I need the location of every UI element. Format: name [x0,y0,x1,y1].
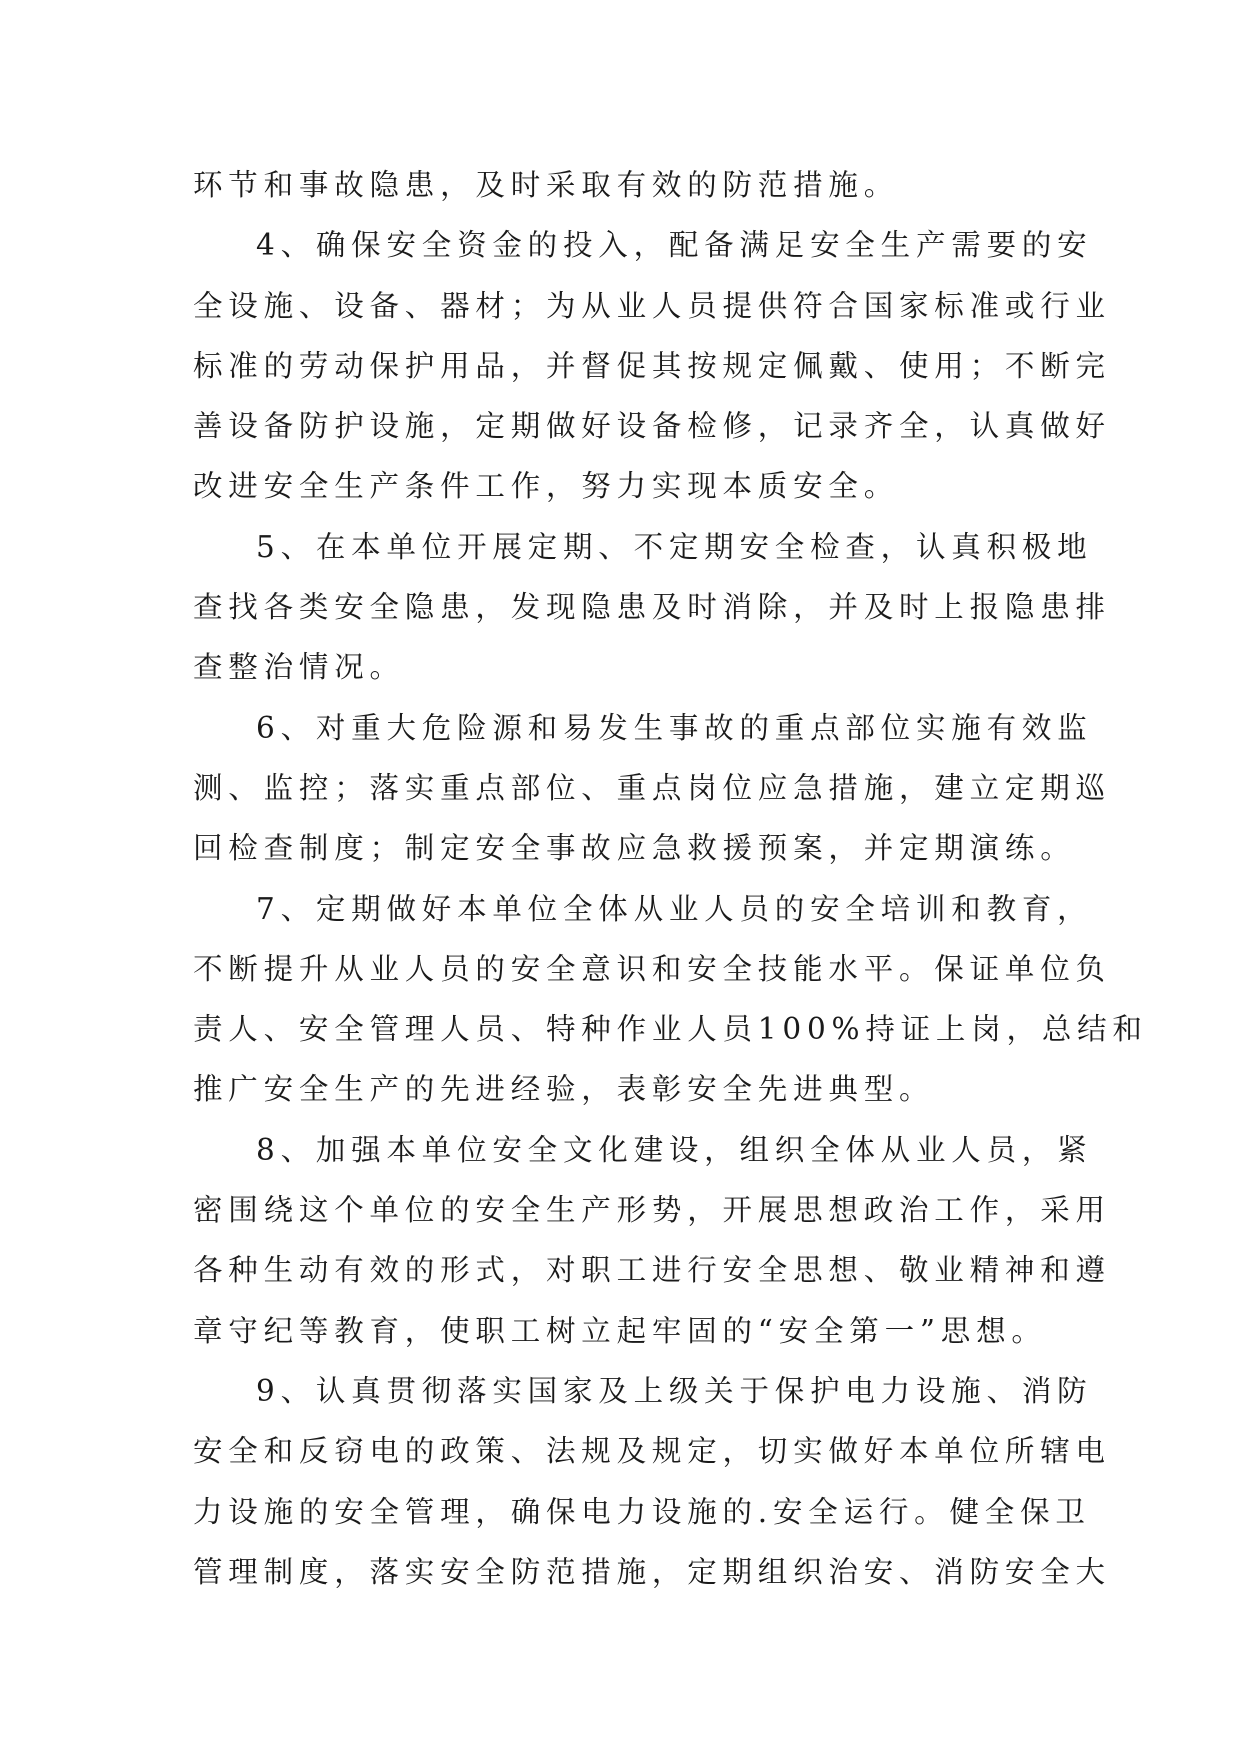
text-line: 标准的劳动保护用品，并督促其按规定佩戴、使用；不断完 [193,348,1111,383]
text-line: 安全和反窃电的政策、法规及规定，切实做好本单位所辖电 [193,1434,1111,1469]
text-line: 不断提升从业人员的安全意识和安全技能水平。保证单位负 [193,951,1111,986]
paragraph-first-line: 7、定期做好本单位全体从业人员的安全培训和教育， [256,891,1093,926]
paragraph-first-line: 8、加强本单位安全文化建设，组织全体从业人员，紧 [256,1132,1093,1167]
paragraph-first-line: 6、对重大危险源和易发生事故的重点部位实施有效监 [256,710,1093,745]
text-line: 密围绕这个单位的安全生产形势，开展思想政治工作，采用 [193,1193,1111,1228]
text-line: 各种生动有效的形式，对职工进行安全思想、敬业精神和遵 [193,1253,1111,1288]
paragraph-first-line: 5、在本单位开展定期、不定期安全检查，认真积极地 [256,529,1093,564]
paragraph-first-line: 4、确保安全资金的投入，配备满足安全生产需要的安 [256,228,1093,263]
text-line: 章守纪等教育，使职工树立起牢固的“安全第一”思想。 [193,1313,1047,1348]
text-line: 回检查制度；制定安全事故应急救援预案，并定期演练。 [193,831,1076,866]
text-line: 管理制度，落实安全防范措施，定期组织治安、消防安全大 [193,1554,1111,1589]
text-line: 改进安全生产条件工作，努力实现本质安全。 [193,469,900,504]
text-line: 力设施的安全管理，确保电力设施的.安全运行。健全保卫 [193,1494,1091,1529]
paragraph-first-line: 9、认真贯彻落实国家及上级关于保护电力设施、消防 [256,1373,1093,1408]
text-line: 测、监控；落实重点部位、重点岗位应急措施，建立定期巡 [193,770,1111,805]
text-line: 全设施、设备、器材；为从业人员提供符合国家标准或行业 [193,288,1111,323]
text-line: 查找各类安全隐患，发现隐患及时消除，并及时上报隐患排 [193,590,1111,625]
text-line: 环节和事故隐患，及时采取有效的防范措施。 [193,168,900,202]
document-body [193,155,1148,1602]
text-line: 责人、安全管理人员、特种作业人员100%持证上岗，总结和 [193,1012,1148,1047]
text-line: 查整治情况。 [193,650,405,685]
text-line: 推广安全生产的先进经验，表彰安全先进典型。 [193,1072,935,1107]
text-line: 善设备防护设施，定期做好设备检修，记录齐全，认真做好 [193,409,1111,444]
